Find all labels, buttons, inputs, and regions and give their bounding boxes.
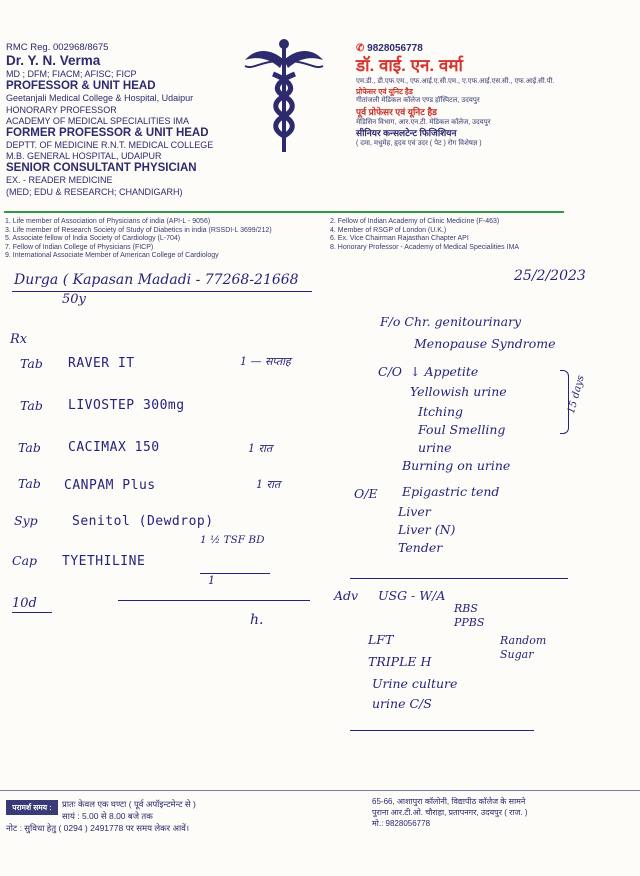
rx-drug: TYETHILINE xyxy=(62,554,146,569)
membership-item: 6. Ex. Vice Chairman Rajasthan Chapter API xyxy=(330,235,469,243)
membership-item: 8. Honorary Professor - Academy of Medical Specialities IMA xyxy=(330,243,520,251)
history-line-1: F/o Chr. genitourinary xyxy=(380,314,522,329)
rx-drug: LIVOSTEP 300mg xyxy=(68,398,185,413)
rx-dose: 1 xyxy=(208,574,215,587)
honorary-title: HONORARY PROFESSOR xyxy=(6,104,117,115)
rx-form: Tab xyxy=(20,356,43,371)
rx-dose: 1 रात xyxy=(256,478,281,491)
timing-evening: सायं : 5.00 से 8.00 बजे तक xyxy=(62,811,153,821)
honorary-academy: ACADEMY OF MEDICAL SPECIALITIES IMA xyxy=(6,115,190,126)
patient-underline xyxy=(12,291,312,292)
doctor-degrees: MD ; DFM; FIACM; AFISC; FICP xyxy=(6,69,137,80)
timing-morning: प्रातः केवल एक घण्टा ( पूर्व अपॉइन्टमेन्ट से ) xyxy=(62,799,196,809)
complaint-item: Foul Smelling xyxy=(418,422,506,437)
consultation-time-badge: परामर्श समय : xyxy=(6,800,58,815)
rx-drug: CANPAM Plus xyxy=(64,478,156,493)
complaint-item: Burning on urine xyxy=(402,458,511,473)
caduceus-logo xyxy=(243,38,325,156)
hindi-title-former: पूर्व प्रोफेसर एवं यूनिट हैड xyxy=(356,106,437,117)
membership-item: 7. Fellow of Indian College of Physicians (FICP) xyxy=(5,243,154,251)
hindi-institution-2: मेडिसिन विभाग, आर.एन.टी. मेडिकल कॉलेज, उदयपुर xyxy=(356,118,491,126)
exam-item: Liver xyxy=(398,504,431,519)
rx-duration: 10d xyxy=(12,596,37,611)
address-line-1: 65-66, आशापुरा कॉलोनी, विद्यापीठ कॉलेज के सामने xyxy=(372,797,526,806)
rx-form: Cap xyxy=(12,553,38,568)
prescription-date: 25/2/2023 xyxy=(514,268,586,284)
hindi-specialty: ( दमा, मधुमेह, हृदय एवं उदर ( पेट ) रोग विशेषज्ञ ) xyxy=(356,140,482,148)
membership-item: 3. Life member of Research Society of Study of Diabetics in india (RSSDI-L 3699/212) xyxy=(5,226,272,234)
complaint-item: ↓ Appetite xyxy=(410,364,479,379)
complaints-duration: 15 days xyxy=(566,374,587,415)
footer-divider xyxy=(0,790,640,791)
hindi-doctor-name: डॉ. वाई. एन. वर्मा xyxy=(356,56,463,75)
header-left xyxy=(6,42,246,198)
header-divider xyxy=(4,211,564,213)
advice-random-sugar: Random Sugar xyxy=(500,634,547,661)
advice-item: TRIPLE H xyxy=(368,654,432,669)
hindi-title-professor: प्रोफेसर एवं यूनिट हैड xyxy=(356,86,413,96)
patient-age: 50y xyxy=(62,292,86,307)
complaints-label: C/O xyxy=(378,364,403,379)
notes-divider xyxy=(350,578,568,579)
advice-item: LFT xyxy=(368,632,394,647)
phone-icon: ✆ xyxy=(356,43,368,54)
advice-item: RBS xyxy=(454,602,478,615)
doctor-signature: h. xyxy=(250,612,264,628)
institution-3: M.B. GENERAL HOSPITAL, UDAIPUR xyxy=(6,151,162,162)
memberships-right xyxy=(330,218,519,252)
membership-item: 9. International Associate Member of American College of Cardiology xyxy=(5,252,219,260)
rx-end-line xyxy=(118,600,310,601)
membership-item: 4. Member of RSGP of London (U.K.) xyxy=(330,226,447,234)
institution-1: Geetanjali Medical College & Hospital, Udaipur xyxy=(6,93,194,104)
rx-dose: 1 रात xyxy=(248,442,273,455)
duration-underline xyxy=(12,612,52,613)
membership-item: 5. Associate fellow of India Society of Cardiology (L-704) xyxy=(5,235,181,243)
advice-item: Urine culture xyxy=(372,676,458,691)
history-line-2: Menopause Syndrome xyxy=(414,336,556,351)
exam-item: Tender xyxy=(398,540,443,555)
ex-reader: EX. - READER MEDICINE xyxy=(6,175,113,186)
institution-2: DEPTT. OF MEDICINE R.N.T. MEDICAL COLLEGE xyxy=(6,140,214,151)
advice-item: USG - W/A xyxy=(378,588,446,603)
hindi-institution-1: गीतांजली मेडिकल कॉलेज एण्ड हॉस्पिटल, उदयपुर xyxy=(356,97,480,105)
rx-form: Tab xyxy=(18,440,41,455)
mobile-number: मो.: 9828056778 xyxy=(372,819,431,828)
advice-end-line xyxy=(350,730,534,731)
address-line-2: पुराना आर.टी.ओ. चौराहा, प्रतापनगर, उदयपुर ( राज. ) xyxy=(372,808,528,817)
rx-drug: CACIMAX 150 xyxy=(68,440,160,455)
advice-item: PPBS xyxy=(454,616,485,629)
complaint-item: urine xyxy=(418,440,452,455)
complaint-item: Itching xyxy=(418,404,464,419)
consultation-timings xyxy=(62,798,196,822)
title-consultant: SENIOR CONSULTANT PHYSICIAN xyxy=(6,162,197,175)
hindi-title-consultant: सीनियर कन्सलटेन्ट फिजिशियन xyxy=(356,128,457,139)
doctor-name: Dr. Y. N. Verma xyxy=(6,53,101,69)
rx-form: Tab xyxy=(18,476,41,491)
rx-dose: 1 ½ TSF BD xyxy=(200,534,265,546)
header-right xyxy=(356,42,636,149)
title-former: FORMER PROFESSOR & UNIT HEAD xyxy=(6,127,209,140)
advice-item: urine C/S xyxy=(372,696,432,711)
registration-number: RMC Reg. 002968/8675 xyxy=(6,42,109,53)
exam-item: Epigastric tend xyxy=(402,484,500,499)
advice-label: Adv xyxy=(334,588,359,603)
membership-item: 1. Life member of Association of Physicians of india (API-L - 9056) xyxy=(5,218,211,225)
rx-form: Tab xyxy=(20,398,43,413)
rx-drug: Senitol (Dewdrop) xyxy=(72,514,214,529)
hindi-degrees: एम.डी., डी.एफ.एम., एफ.आई.ए.सी.एम., ए.एफ.आई.एस.सी., एफ.आई.सी.पी. xyxy=(356,78,555,85)
complaint-item: Yellowish urine xyxy=(410,384,507,399)
membership-item: 2. Fellow of Indian Academy of Clinic Medicine (F-463) xyxy=(330,218,500,225)
phone-number: 9828056778 xyxy=(367,43,423,54)
clinic-address xyxy=(372,796,528,829)
appointment-note: नोट : सुविधा हेतु ( 0294 ) 2491778 पर समय लेकर आवें। xyxy=(6,823,190,833)
phone-row xyxy=(356,42,636,55)
patient-line: Durga ( Kapasan Madadi - 77268-21668 xyxy=(14,272,299,288)
ex-reader-detail: (MED; EDU & RESEARCH; CHANDIGARH) xyxy=(6,186,183,197)
examination-label: O/E xyxy=(354,486,378,501)
rx-drug: RAVER IT xyxy=(68,356,135,371)
memberships-left xyxy=(5,218,272,261)
rx-form: Syp xyxy=(14,513,38,528)
rx-symbol: Rx xyxy=(10,332,28,347)
rx-dose: 1 — सप्ताह xyxy=(240,355,291,368)
title-professor: PROFESSOR & UNIT HEAD xyxy=(6,80,156,93)
exam-item: Liver (N) xyxy=(398,522,456,537)
